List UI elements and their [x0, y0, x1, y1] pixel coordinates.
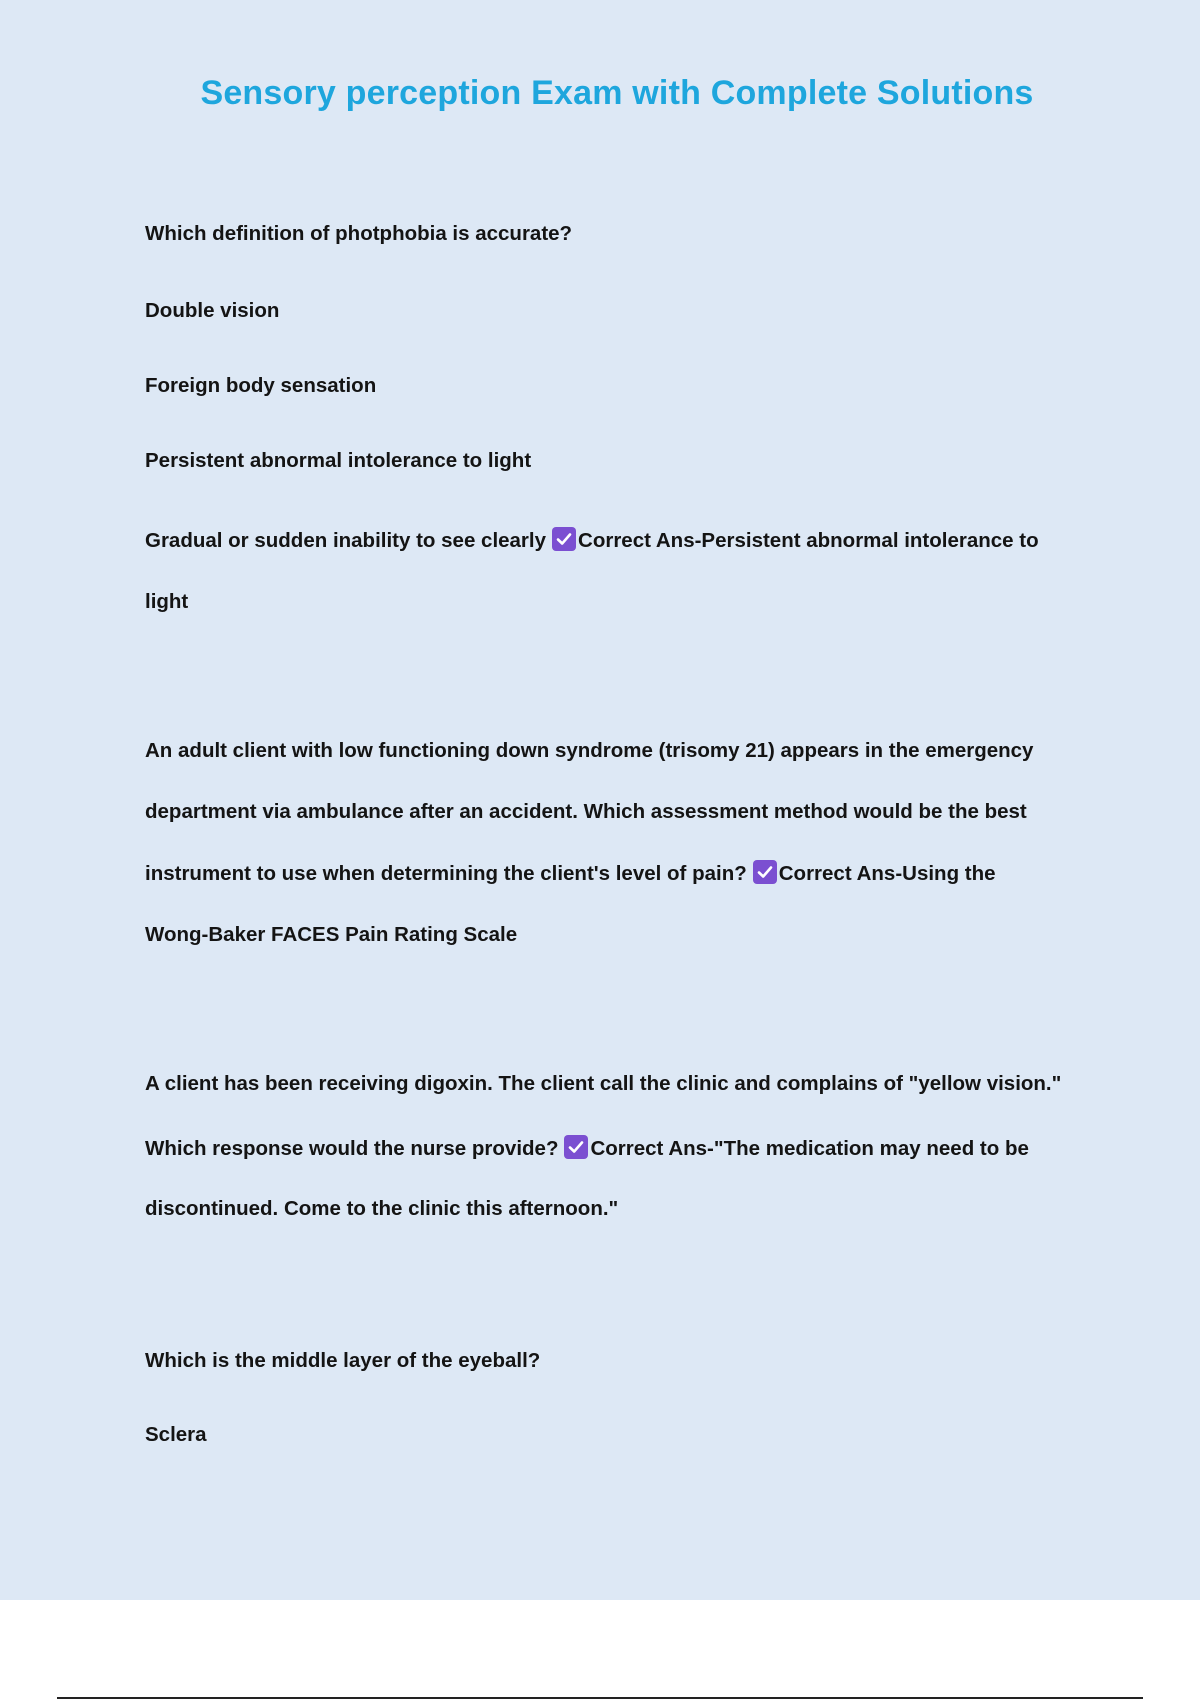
question-1-option-b: Foreign body sensation: [145, 374, 377, 397]
question-3-answer-continued: discontinued. Come to the clinic this afternoon.": [145, 1197, 619, 1220]
question-2-text-line-3-row: [145, 860, 996, 886]
question-1-option-d-line: [145, 527, 1039, 553]
question-1-text: Which definition of photphobia is accurate?: [145, 222, 573, 245]
question-3-text-line-2: Which response would the nurse provide?: [145, 1137, 559, 1160]
question-2-text-line-3: instrument to use when determining the client's level of pain?: [145, 862, 747, 885]
check-box-icon: [564, 1135, 588, 1159]
check-box-icon: [552, 527, 576, 551]
question-3-answer: Correct Ans-"The medication may need to be: [590, 1137, 1029, 1160]
question-1-option-a: Double vision: [145, 299, 280, 322]
question-2-answer-continued: Wong-Baker FACES Pain Rating Scale: [145, 923, 518, 946]
question-2-text-line-1: An adult client with low functioning down syndrome (trisomy 21) appears in the emergency: [145, 739, 1034, 762]
question-1-answer-continued: light: [145, 590, 189, 613]
footer-divider: [57, 1697, 1143, 1699]
question-4-text: Which is the middle layer of the eyeball?: [145, 1349, 541, 1372]
question-3-text-line-2-row: [145, 1135, 1029, 1161]
question-3-text-line-1: A client has been receiving digoxin. The client call the clinic and complains of "yellow vision.": [145, 1072, 1062, 1095]
question-4-option-a: Sclera: [145, 1423, 207, 1446]
question-1-option-d: Gradual or sudden inability to see clearly: [145, 529, 547, 552]
question-2-answer: Correct Ans-Using the: [778, 862, 996, 885]
check-box-icon: [753, 860, 777, 884]
question-2-text-line-2: department via ambulance after an accident. Which assessment method would be the best: [145, 800, 1027, 823]
question-1-answer: Correct Ans-Persistent abnormal intolerance to: [578, 529, 1039, 552]
page-title: Sensory perception Exam with Complete Solutions: [200, 74, 1034, 112]
question-1-option-c: Persistent abnormal intolerance to light: [145, 449, 532, 472]
